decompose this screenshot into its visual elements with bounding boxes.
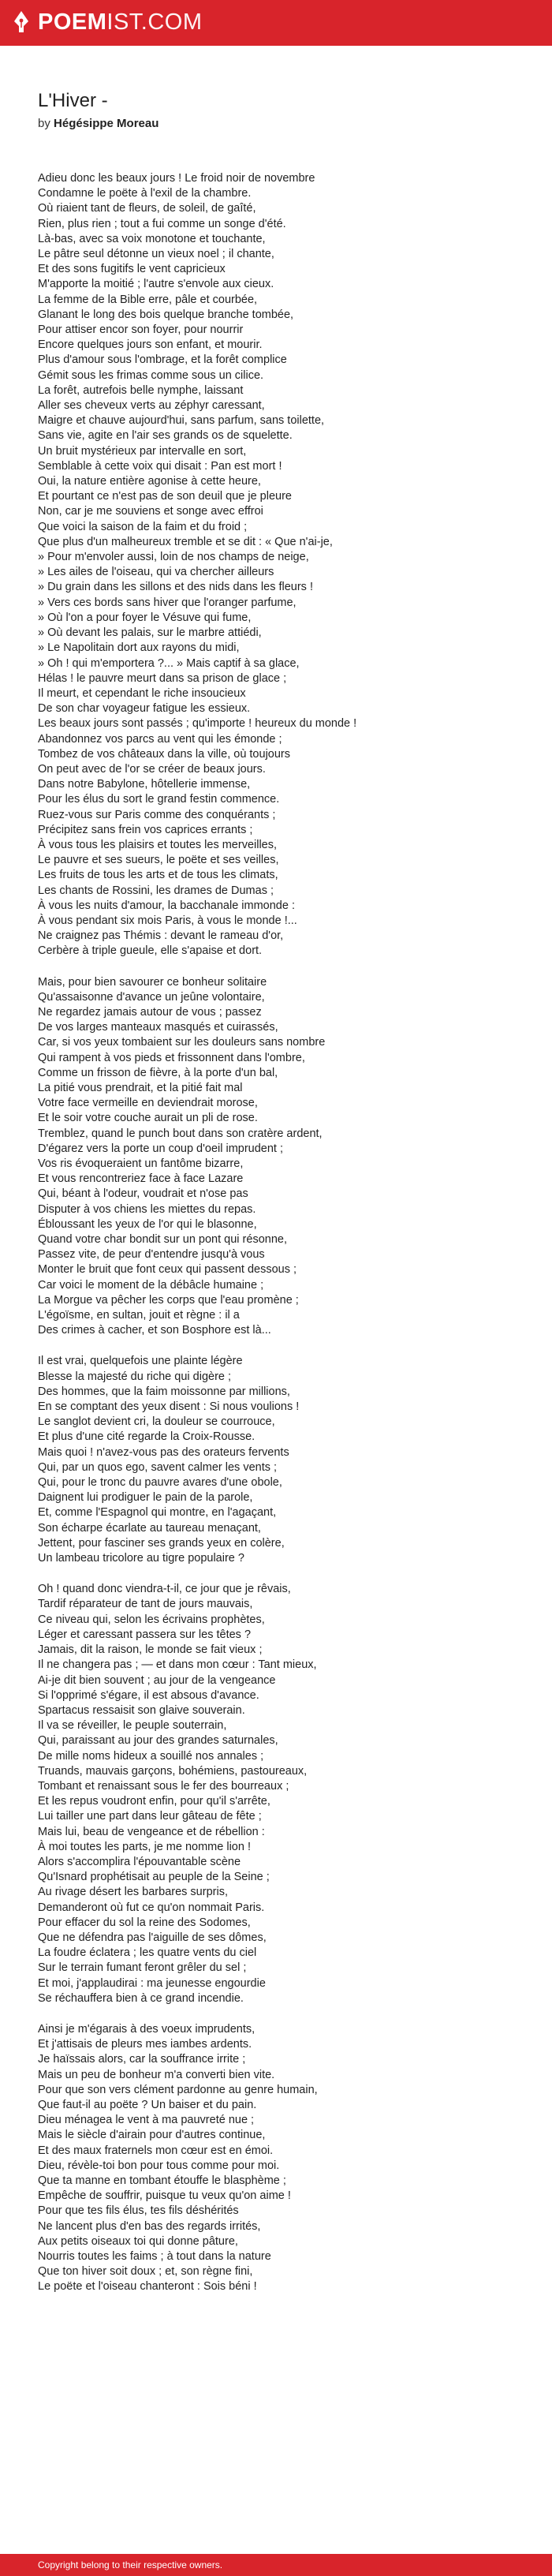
poem-line: Les chants de Rossini, les drames de Dumas ; [38,884,274,897]
poem-line: La pitié vous prendrait, et la pitié fait mal [38,1081,243,1094]
poem-line: Ne lancent plus d'en bas des regards irrités, [38,2219,261,2233]
poem-line: Empêche de souffrir, puisque tu veux qu'on aime ! [38,2189,291,2203]
poem-line: Dieu ménagea le vent à ma pauvreté nue ; [38,2114,255,2127]
poem-body [38,171,543,2311]
poem-line: Au rivage désert les barbares surpris, [38,1886,228,1899]
poem-line: Où riaient tant de fleurs, de soleil, de gaîté, [38,202,256,215]
poem-line: Ainsi je m'égarais à des voeux imprudents, [38,2022,255,2036]
poem-line: On peut avec de l'or se créer de beaux jours. [38,762,266,776]
poem-line: La foudre éclatera ; les quatre vents du ciel [38,1946,257,1960]
poem-line: Et, comme l'Espagnol qui montre, en l'agaçant, [38,1506,277,1520]
poem-line: À vous les nuits d'amour, la bacchanale immonde : [38,899,295,912]
poem-line: Encore quelques jours son enfant, et mourir. [38,338,263,352]
poem-line: Aux petits oiseaux toi qui donne pâture, [38,2234,238,2248]
poem-line: Dans notre Babylone, hôtellerie immense, [38,778,251,791]
poem-line: Disputer à vos chiens les miettes du repas. [38,1202,256,1216]
poem-line: Condamne le poëte à l'exil de la chambre. [38,187,252,200]
poem-line: La forêt, autrefois belle nymphe, laissant [38,383,244,397]
poem-line: Qui, par un quos ego, savent calmer les vents ; [38,1460,278,1474]
poem-line: Adieu donc les beaux jours ! Le froid noir de novembre [38,172,315,185]
poem-stanza [38,975,543,1339]
poem-line: Et les repus voudront enfin, pour qu'il s'arrête, [38,1795,270,1808]
poem-line: Et des maux fraternels mon cœur est en émoi. [38,2144,274,2157]
poem-line: Qui, pour le tronc du pauvre avares d'une obole, [38,1476,282,1490]
poem-line: Ne regardez jamais autour de vous ; passez [38,1005,262,1019]
poem-line: Quand votre char bondit sur un pont qui résonne, [38,1233,287,1247]
poem-line: Et le soir votre couche aurait un pli de rose. [38,1112,258,1125]
poem-line: Mais lui, beau de vengeance et de rébellion : [38,1825,265,1838]
poem-line: D'égarez vers la porte un coup d'oeil imprudent ; [38,1142,284,1155]
poem-title: L'Hiver - [38,90,108,111]
poem-line: Pour que tes fils élus, tes fils déshérités [38,2204,239,2218]
poem-line: Des hommes, que la faim moissonne par millions, [38,1385,290,1398]
logo-bold-part: POEM [38,9,107,35]
poem-line: Le sanglot devient cri, la douleur se courrouce, [38,1415,275,1429]
copyright-text: Copyright belong to their respective owners. [38,2559,223,2570]
poem-line: À moi toutes les parts, je me nomme lion ! [38,1840,251,1853]
poem-line: Comme un frisson de fièvre, à la porte d'un bal, [38,1066,278,1079]
poem-line: Car, si vos yeux tombaient sur les douleurs sans nombre [38,1036,326,1049]
poem-line: » Du grain dans les sillons et des nids dans les fleurs ! [38,581,313,594]
poem-line: Qu'Isnard prophétisait au peuple de la Seine ; [38,1871,270,1884]
poem-line: Demanderont où fut ce qu'on nommait Paris. [38,1901,265,1914]
poem-stanza [38,1582,543,2006]
poem-line: Sans vie, agite en l'air ses grands os de squelette. [38,429,293,443]
poem-line: Rien, plus rien ; tout a fui comme un songe d'été. [38,217,286,230]
poem-line: Mais un peu de bonheur m'a converti bien vite. [38,2068,275,2081]
poem-line: » Où l'on a pour foyer le Vésuve qui fume, [38,611,252,624]
poem-line: Le pâtre seul détonne un vieux noel ; il chante, [38,248,274,261]
poem-line: Alors s'accomplira l'épouvantable scène [38,1855,241,1868]
poem-line: Des crimes à cacher, et son Bosphore est là... [38,1324,271,1337]
poem-line: M'apporte la moitié ; l'autre s'envole aux cieux. [38,278,274,291]
poem-line: Le pauvre et ses sueurs, le poëte et ses veilles, [38,854,279,867]
poem-line: L'égoïsme, en sultan, jouit et règne : il a [38,1309,240,1322]
poem-line: Glanant le long des bois quelque branche tombée, [38,308,294,321]
poem-line: De vos larges manteaux masqués et cuirassés, [38,1021,278,1034]
poem-line: Passez vite, de peur d'entendre jusqu'à vous [38,1248,265,1262]
poem-line: Oui, la nature entière agonise à cette heure, [38,475,261,488]
poem-line: Abandonnez vos parcs au vent qui les émonde ; [38,732,282,746]
poem-header [38,90,527,131]
poem-line: Je haïssais alors, car la souffrance irrite ; [38,2053,246,2066]
poem-stanza [38,171,543,959]
poem-line: Qui, paraissant au jour des grandes saturnales, [38,1734,278,1748]
poem-line: Son écharpe écarlate au taureau menaçant, [38,1521,261,1535]
poem-line: Ce niveau qui, selon les écrivains prophètes, [38,1613,265,1626]
site-logo-link[interactable] [13,6,203,38]
poem-line: La Morgue va pêcher les corps que l'eau promène ; [38,1293,299,1307]
poem-line: Se réchauffera bien à ce grand incendie. [38,1991,244,2005]
poem-line: Mais, pour bien savourer ce bonheur solitaire [38,975,267,989]
poem-line: Gémit sous les frimas comme sous un cilice. [38,368,264,382]
poem-line: Sur le terrain fumant feront grêler du sel ; [38,1961,247,1975]
poem-line: » Pour m'envoler aussi, loin de nos champs de neige, [38,551,309,564]
poem-line: Les fruits de tous les arts et de tous les climats, [38,869,278,882]
poem-line: Ai-je dit bien souvent ; au jour de la vengeance [38,1673,276,1687]
poem-line: Pour effacer du sol la reine des Sodomes, [38,1916,251,1929]
poem-line: Que faut-il au poëte ? Un baiser et du pain. [38,2098,257,2111]
poem-line: Car voici le moment de la débâcle humaine ; [38,1278,264,1292]
pen-nib-icon [13,10,30,34]
poem-line: Jettent, pour fasciner ses grands yeux en colère, [38,1536,285,1550]
poem-line: Maigre et chauve aujourd'hui, sans parfum, sans toilette, [38,414,325,428]
poem-line: Spartacus ressaisit son glaive souverain. [38,1703,245,1717]
poem-line: Hélas ! le pauvre meurt dans sa prison de glace ; [38,671,287,685]
poem-line: » Où devant les palais, sur le marbre attiédi, [38,626,262,640]
poem-line: Pour attiser encor son foyer, pour nourrir [38,323,244,337]
poem-line: Que ton hiver soit doux ; et, son règne fini, [38,2265,253,2279]
poem-line: Semblable à cette voix qui disait : Pan est mort ! [38,459,282,473]
poem-line: Et j'attisais de pleurs mes iambes ardents. [38,2038,252,2051]
poem-line: De mille noms hideux a souillé nos annales ; [38,1749,264,1763]
poem-line: Truands, mauvais garçons, bohémiens, pastoureaux, [38,1764,308,1778]
poem-line: Tardif réparateur de tant de jours mauvais, [38,1598,253,1611]
poem-line: Ne craignez pas Thémis : devant le rameau d'or, [38,929,284,943]
poem-line: Que voici la saison de la faim et du froid ; [38,520,248,533]
poem-line: Vos ris évoqueraient un fantôme bizarre, [38,1157,244,1170]
poem-line: De son char voyageur fatigue les essieux. [38,702,251,716]
poem-line: Et vous rencontreriez face à face Lazare [38,1172,244,1186]
poem-line: Et plus d'une cité regarde la Croix-Rousse. [38,1430,255,1444]
poem-line: Et moi, j'applaudirai : ma jeunesse engourdie [38,1976,266,1990]
poem-line: Là-bas, avec sa voix monotone et touchante, [38,232,266,245]
poem-line: Il meurt, et cependant le riche insoucieux [38,686,246,700]
poem-line: Que ta manne en tombant étouffe le blasphème ; [38,2174,286,2187]
poem-line: Et pourtant ce n'est pas de son deuil que je pleure [38,490,292,503]
poem-line: Tombez de vos châteaux dans la ville, où toujours [38,747,290,761]
poem-line: Qu'assaisonne d'avance un jeûne volontaire, [38,990,265,1004]
poem-line: Il ne changera pas ; — et dans mon cœur : Tant mieux, [38,1658,317,1672]
poem-line: Il est vrai, quelquefois une plainte légère [38,1355,243,1368]
poem-line: Jamais, dit la raison, le monde se fait vieux ; [38,1643,263,1657]
poem-line: » Les ailes de l'oiseau, qui va chercher ailleurs [38,566,274,579]
poem-line: » Le Napolitain dort aux rayons du midi, [38,641,240,655]
poem-line: Tombant et renaissant sous le fer des bourreaux ; [38,1779,289,1793]
poem-stanza [38,2022,543,2295]
poem-line: Que plus d'un malheureux tremble et se dit : « Que n'ai-je, [38,535,333,548]
poem-line: Un lambeau tricolore au tigre populaire ? [38,1552,244,1565]
logo-light-part: IST.COM [106,9,203,35]
author-link[interactable]: Hégésippe Moreau [54,117,159,130]
poem-line: Oh ! quand donc viendra-t-il, ce jour que je rêvais, [38,1583,291,1596]
poem-line: Ruez-vous sur Paris comme des conquérants ; [38,808,276,821]
site-header [0,0,552,46]
poem-line: Cerbère à triple gueule, elle s'apaise et dort. [38,944,263,958]
poem-line: Si l'opprimé s'égare, il est absous d'avance. [38,1688,259,1702]
poem-line: Blesse la majesté du riche qui digère ; [38,1370,232,1383]
poem-line: Il va se réveiller, le peuple souterrain, [38,1719,227,1733]
poem-line: » Vers ces bords sans hiver que l'oranger parfume, [38,596,297,609]
poem-line: » Oh ! qui m'emportera ?... » Mais captif à sa glace, [38,656,300,670]
site-footer [0,2554,552,2576]
poem-line: Léger et caressant passera sur les têtes ? [38,1628,252,1641]
poem-line: Pour les élus du sort le grand festin commence. [38,793,280,806]
poem-line: Non, car je me souviens et songe avec effroi [38,505,263,518]
poem-line: Un bruit mystérieux par intervalle en sort, [38,444,247,458]
poem-line: Dieu, révèle-toi bon pour tous comme pour moi. [38,2159,280,2172]
poem-line: Aller ses cheveux verts au zéphyr caressant, [38,399,265,413]
poem-line: Le poëte et l'oiseau chanteront : Sois béni ! [38,2280,257,2294]
poem-line: À vous tous les plaisirs et toutes les merveilles, [38,838,278,851]
poem-line: Votre face vermeille en deviendrait morose, [38,1097,258,1110]
poem-line: Plus d'amour sous l'ombrage, et la forêt complice [38,353,287,367]
poem-line: Ébloussant les yeux de l'or qui le blasonne, [38,1217,257,1231]
poem-line: La femme de la Bible erre, pâle et courbée, [38,293,258,306]
poem-line: Lui tailler une part dans leur gâteau de fête ; [38,1810,262,1823]
byline-prefix: by [38,117,50,130]
poem-line: Daignent lui prodiguer le pain de la parole, [38,1491,253,1505]
poem-line: Que ne défendra pas l'aiguille de ses dômes, [38,1931,267,1944]
poem-line: Nourris toutes les faims ; à tout dans la nature [38,2250,271,2264]
poem-line: En se comptant des yeux disent : Si nous voulions ! [38,1400,300,1414]
poem-line: Pour que son vers clément pardonne au genre humain, [38,2083,318,2096]
poem-line: Les beaux jours sont passés ; qu'importe ! heureux du monde ! [38,717,357,731]
poem-byline [38,117,527,131]
poem-line: Mais le siècle d'airain pour d'autres continue, [38,2129,266,2142]
poem-line: Monter le bruit que font ceux qui passent dessous ; [38,1263,297,1277]
poem-line: Et des sons fugitifs le vent capricieux [38,263,226,276]
poem-line: Qui, béant à l'odeur, voudrait et n'ose pas [38,1187,248,1201]
poem-stanza [38,1354,543,1566]
poem-line: Précipitez sans frein vos caprices errants ; [38,823,253,836]
poem-line: Tremblez, quand le punch bout dans son cratère ardent, [38,1127,323,1140]
poem-line: Mais quoi ! n'avez-vous pas des orateurs fervents [38,1445,289,1459]
poem-line: À vous pendant six mois Paris, à vous le monde !... [38,914,297,927]
site-logo-text [38,6,203,38]
poem-line: Qui rampent à vos pieds et frissonnent dans l'ombre, [38,1051,305,1064]
